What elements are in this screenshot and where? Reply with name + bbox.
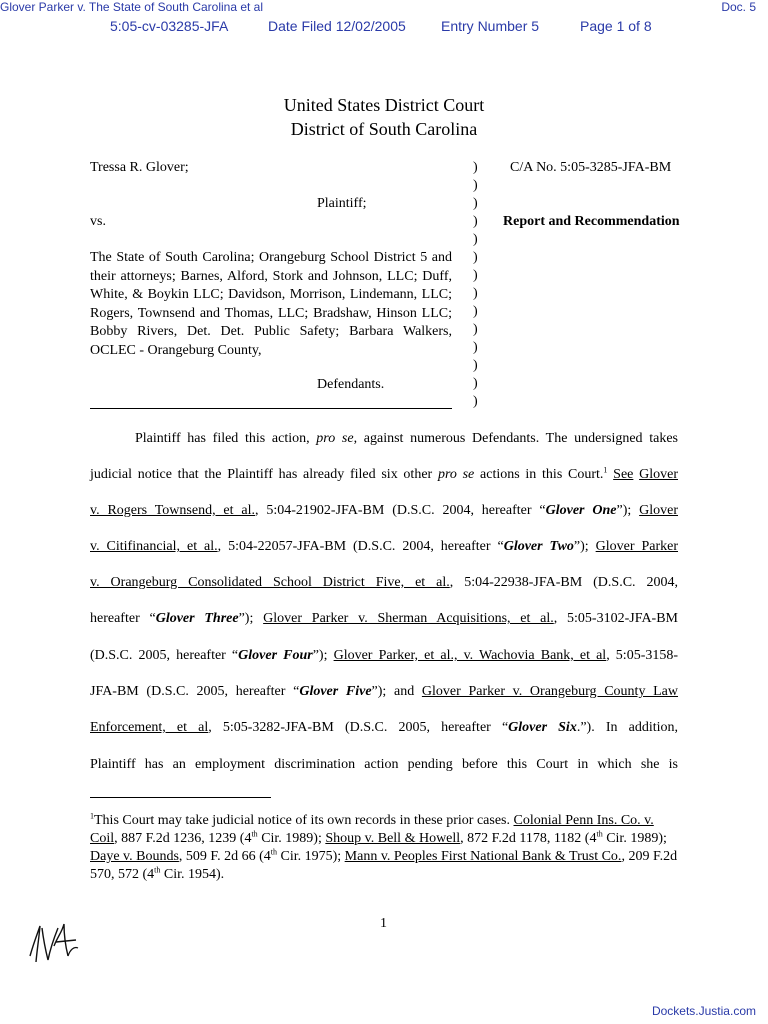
signal-see: See <box>613 467 634 482</box>
text: hereafter “ <box>90 611 156 626</box>
text: pro se <box>316 431 354 446</box>
text: , 5:05-3282-JFA-BM (D.S.C. 2005, hereafter “ <box>208 720 509 735</box>
text: Glover One <box>545 503 617 518</box>
text: Glover Four <box>238 648 313 663</box>
date-filed: Date Filed 12/02/2005 <box>268 18 406 34</box>
text: Glover Six <box>508 720 577 735</box>
paren: ) <box>473 196 478 211</box>
text: , 872 F.2d 1178, 1182 (4 <box>460 831 597 846</box>
text: Cir. 1989); <box>602 831 667 846</box>
text: , 5:05-3102-JFA-BM <box>553 611 679 626</box>
caption-rule <box>90 408 452 409</box>
paren: ) <box>473 340 478 355</box>
versus-label: vs. <box>90 214 106 229</box>
paren: ) <box>473 376 478 391</box>
case-cite: Glover Parker v. Orangeburg County Law <box>421 684 679 699</box>
court-name: United States District Court <box>283 95 485 115</box>
text: ”); <box>573 539 596 554</box>
defendants-label: Defendants. <box>317 377 385 392</box>
text: Cir. 1989); <box>257 831 326 846</box>
text: , 5:04-22938-JFA-BM (D.S.C. 2004, <box>449 575 678 590</box>
case-cite: Glover Parker <box>595 539 679 554</box>
body-line <box>90 575 678 591</box>
footnote <box>90 812 680 884</box>
case-cite: Glover Parker, et al., v. Wachovia Bank, et al <box>333 648 607 663</box>
footnote-ref: 1 <box>603 465 608 475</box>
text: JFA-BM (D.S.C. 2005, hereafter “ <box>90 684 300 699</box>
body-line <box>135 431 678 447</box>
signature-initials <box>24 916 80 968</box>
case-cite: v. Rogers Townsend, et al. <box>90 503 255 518</box>
case-cite: Daye v. Bounds <box>90 849 179 864</box>
case-cite: Shoup v. Bell & Howell <box>325 831 461 846</box>
paren: ) <box>473 232 478 247</box>
text: pro se <box>437 467 475 482</box>
paren: ) <box>473 358 478 373</box>
text: Plaintiff has filed this action, <box>135 431 317 446</box>
page-indicator: Page 1 of 8 <box>580 18 652 34</box>
text: Plaintiff has an employment discrimination action pending before this Court in which she is <box>90 757 678 772</box>
paren: ) <box>473 160 478 175</box>
case-cite: v. Citifinancial, et al. <box>90 539 218 554</box>
text: .”). In addition, <box>576 720 678 735</box>
body-line <box>90 648 678 664</box>
text: , 209 F.2d 570, 572 (4 <box>90 849 678 882</box>
case-cite: Enforcement, et al <box>90 720 209 735</box>
paren: ) <box>473 250 478 265</box>
footnote-marker: 1 <box>90 811 94 821</box>
text: (D.S.C. 2005, hereafter “ <box>90 648 239 663</box>
ordinal: th <box>270 847 277 857</box>
text: Glover Five <box>299 684 372 699</box>
ordinal: th <box>596 829 603 839</box>
case-cite: v. Orangeburg Consolidated School District Five, et al. <box>90 575 450 590</box>
text: Glover Two <box>503 539 574 554</box>
text: , 5:04-22057-JFA-BM (D.S.C. 2004, hereafter “ <box>217 539 504 554</box>
text: judicial notice that the Plaintiff has already filed six other <box>90 467 438 482</box>
entry-number: Entry Number 5 <box>441 18 540 34</box>
body-line <box>90 503 678 519</box>
body-line <box>90 539 678 555</box>
text: , 5:04-21902-JFA-BM (D.S.C. 2004, hereafter “ <box>255 503 546 518</box>
case-number: 5:05-cv-03285-JFA <box>110 18 229 34</box>
case-cite: Mann v. Peoples First National Bank & Trust Co. <box>344 849 622 864</box>
footnote-rule <box>90 797 271 798</box>
text: ”); and <box>371 684 422 699</box>
paren: ) <box>473 178 478 193</box>
case-cite: Glover Parker v. Sherman Acquisitions, et al. <box>263 611 554 626</box>
defendants-list: The State of South Carolina; Orangeburg School District 5 and their attorneys; Barnes, Alford, Stork and Johnson, LLC; Duff, White, & Boykin LLC; Davidson, Morrison, Lindemann, LLC; Rogers, Townsend and Thomas, LLC; Bradshaw, Hinson LLC; Bobby Rivers, Det. Det. Public Safety; Barbara Walkers, OCLEC - Orangeburg County, <box>90 250 452 358</box>
case-cite: Glover <box>639 503 679 518</box>
paren: ) <box>473 394 478 409</box>
case-title-link[interactable]: Glover Parker v. The State of South Carolina et al <box>0 0 264 14</box>
court-district: District of South Carolina <box>290 119 478 139</box>
text: Glover Three <box>155 611 239 626</box>
text: Cir. 1975); <box>276 849 345 864</box>
footer-link[interactable]: Dockets.Justia.com <box>651 1004 756 1018</box>
paren: ) <box>473 214 478 229</box>
document-title: Report and Recommendation <box>503 214 680 229</box>
body-line <box>90 720 678 736</box>
page-number: 1 <box>380 916 387 931</box>
text: , 509 F. 2d 66 (4 <box>178 849 271 864</box>
body-line <box>90 757 678 773</box>
text: Cir. 1954). <box>160 867 225 882</box>
case-cite: Glover <box>639 467 679 482</box>
paren: ) <box>473 304 478 319</box>
case-number-caption: C/A No. 5:05-3285-JFA-BM <box>510 160 672 175</box>
body-line <box>90 684 678 700</box>
text: ”); <box>312 648 334 663</box>
text: ”); <box>616 503 640 518</box>
text: , 887 F.2d 1236, 1239 (4 <box>114 831 252 846</box>
ordinal: th <box>251 829 258 839</box>
plaintiff-name: Tressa R. Glover; <box>90 160 189 175</box>
text: , against numerous Defendants. The undersigned takes <box>353 431 678 446</box>
doc-number-link[interactable]: Doc. 5 <box>721 0 756 14</box>
text: This Court may take judicial notice of its own records in these prior cases. <box>94 813 514 828</box>
plaintiff-label: Plaintiff; <box>317 196 367 211</box>
paren: ) <box>473 322 478 337</box>
body-line <box>90 467 678 483</box>
case-cite: Colonial Penn Ins. Co. v. Coil <box>90 813 654 846</box>
body-line <box>90 611 678 627</box>
ordinal: th <box>154 865 161 875</box>
text: actions in this Court. <box>474 467 604 482</box>
text: ”); <box>238 611 264 626</box>
text: , 5:05-3158- <box>606 648 679 663</box>
paren: ) <box>473 286 478 301</box>
paren: ) <box>473 268 478 283</box>
